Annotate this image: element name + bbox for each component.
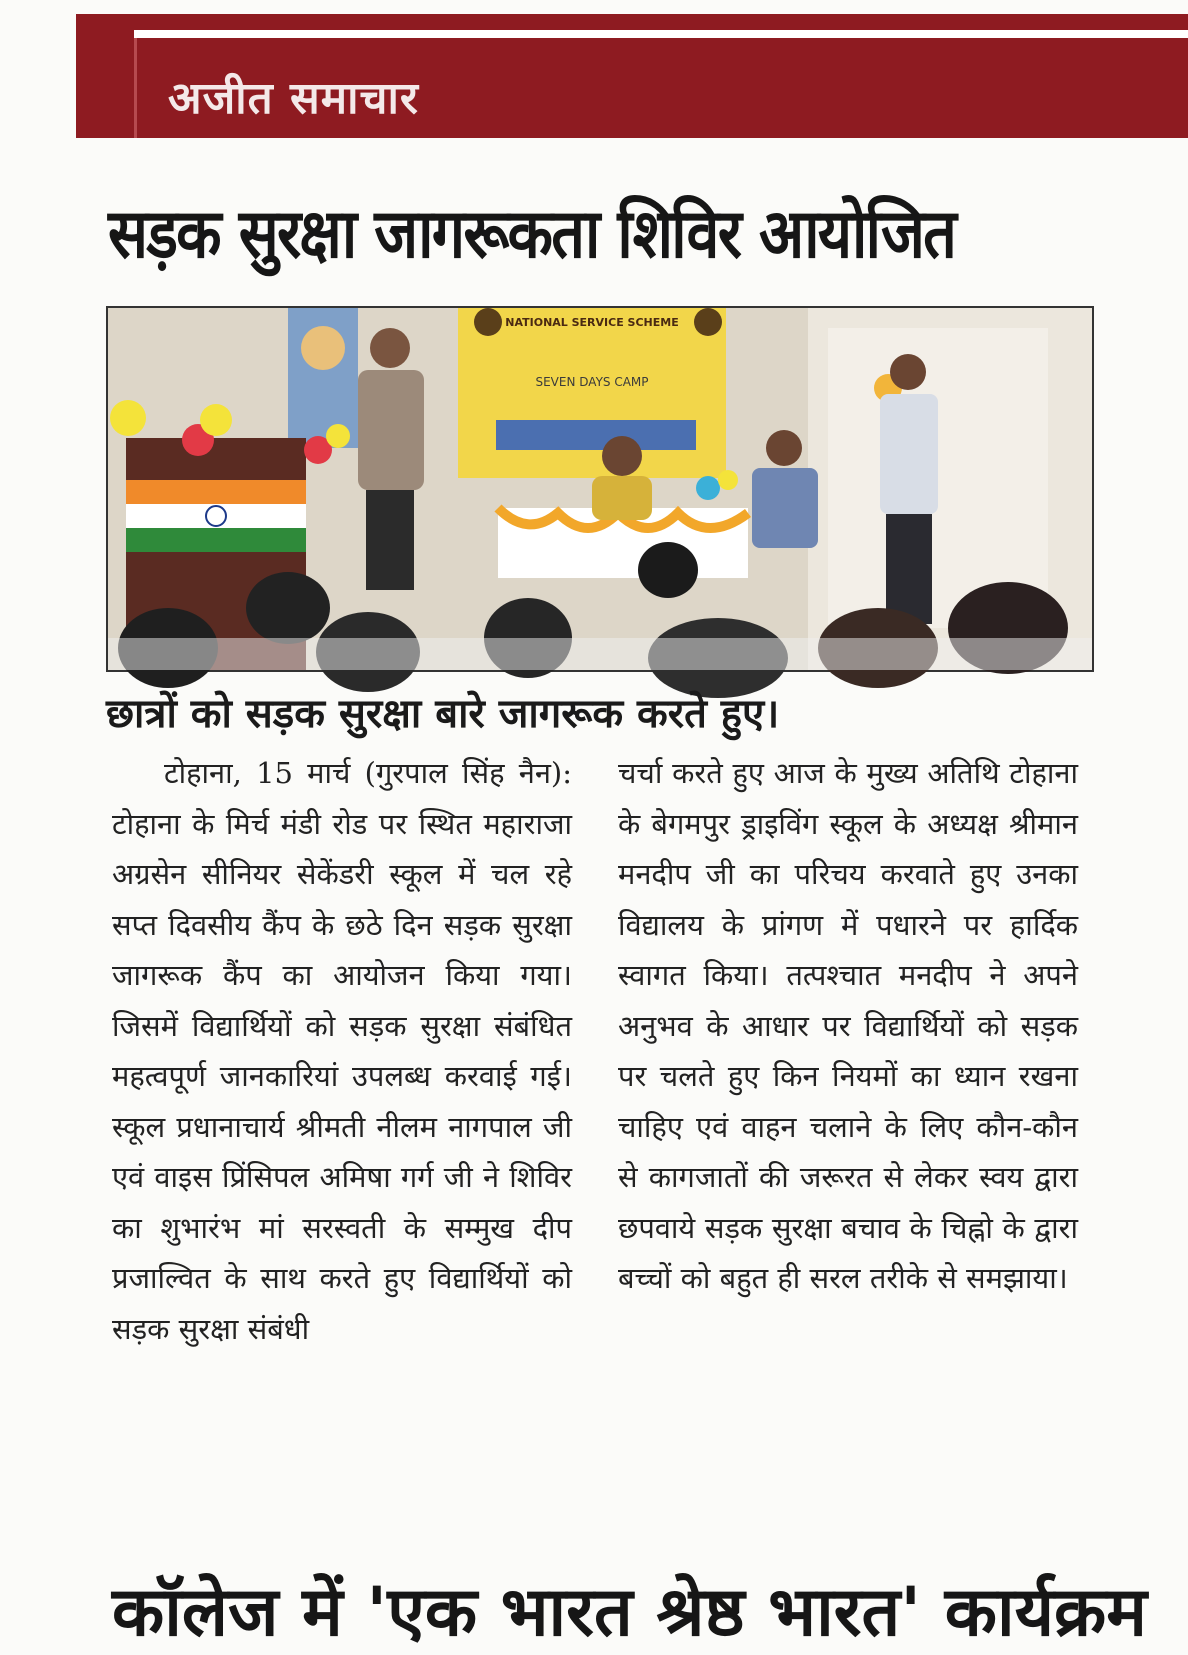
article-column-1: टोहाना, 15 मार्च (गुरपाल सिंह नैन): टोहाना के मिर्च मंडी रोड पर स्थित महाराजा अग्रसेन सीनियर सेकेंडरी स्कूल में चल रहे सप्त दिवसीय कैंप के छठे दिन सड़क सुरक्षा जागरूक कैंप का आयोजन किया गया। जिसमें विद्यार्थियों को सड़क सुरक्षा संबंधित महत्वपूर्ण जानकारियां उपलब्ध करवाई गई। स्कूल प्रधानाचार्य श्रीमती नीलम नागपाल जी एवं वाइस प्रिंसिपल अमिषा गर्ग जी ने शिविर का शुभारंभ मां सरस्वती के सम्मुख दीप प्रजाल्वित के साथ करते हुए विद्यार्थियों को सड़क सुरक्षा संबंधी: [112, 756, 572, 1346]
camp-photo-illustration: [108, 308, 1092, 670]
masthead-bar: [76, 14, 1188, 138]
article-photo: [106, 306, 1094, 672]
banner-line-1: NATIONAL SERVICE SCHEME: [505, 316, 679, 329]
masthead-rule: [134, 30, 1188, 38]
banner-line-2: SEVEN DAYS CAMP: [535, 375, 649, 389]
article-column-2: चर्चा करते हुए आज के मुख्य अतिथि टोहाना के बेगमपुर ड्राइविंग स्कूल के अध्यक्ष श्रीमान मनदीप जी का परिचय करवाते हुए उनका विद्यालय के प्रांगण में पधारने पर हार्दिक स्वागत किया। तत्पश्चात मनदीप ने अपने अनुभव के आधार पर विद्यार्थियों को सड़क पर चलते हुए किन नियमों का ध्यान रखना चाहिए एवं वाहन चलाने के लिए कौन-कौन से कागजातों की जरूरत से लेकर स्वय द्वारा छपवाये सड़क सुरक्षा बचाव के चिह्नो के द्वारा बच्चों को बहुत ही सरल तरीके से समझाया।: [618, 756, 1078, 1295]
next-article-headline: [112, 1560, 1172, 1652]
photo-caption: छात्रों को सड़क सुरक्षा बारे जागरूक करते हुए।: [106, 691, 780, 737]
masthead-divider: [134, 38, 137, 138]
next-article-headline-text: कॉलेज में 'एक भारत श्रेष्ठ भारत' कार्यक्रम: [112, 1573, 1147, 1652]
nss-banner: [458, 308, 726, 478]
article-headline: सड़क सुरक्षा जागरूकता शिविर आयोजित: [108, 195, 956, 274]
standing-man: [880, 354, 938, 624]
newspaper-name: अजीत समाचार: [168, 73, 419, 124]
